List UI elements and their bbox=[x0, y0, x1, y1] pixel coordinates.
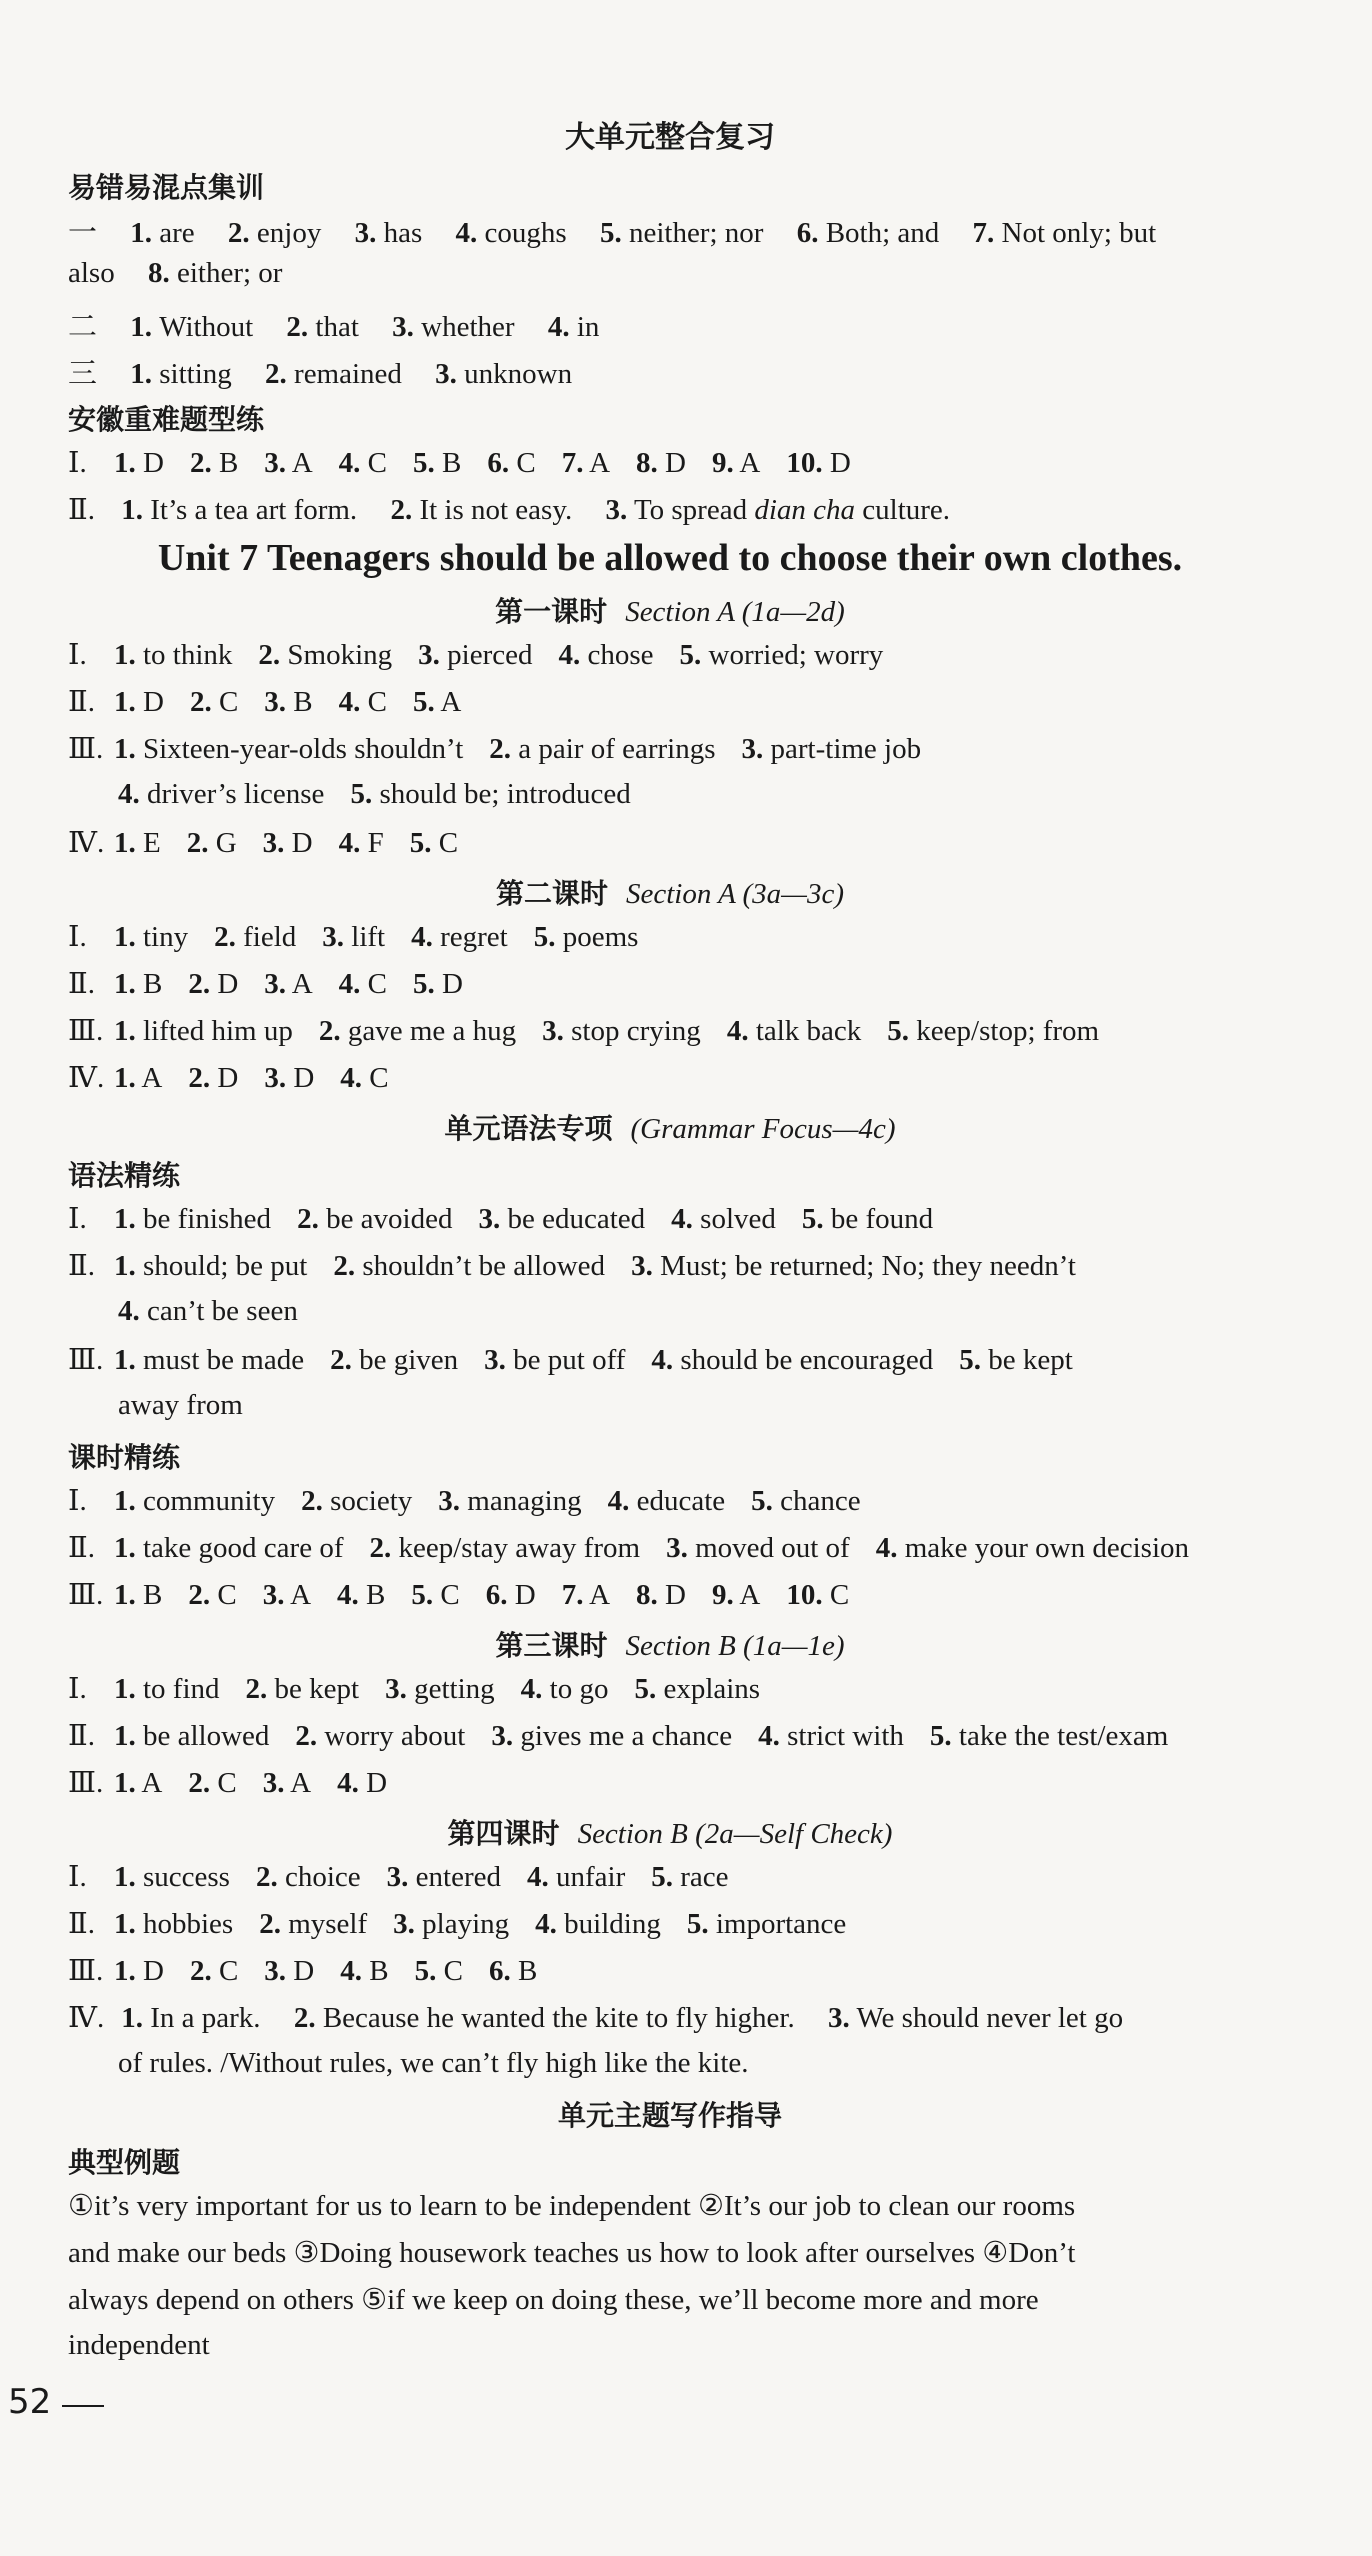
item-number: 1. bbox=[114, 1579, 136, 1611]
item-number: 3. bbox=[393, 1908, 415, 1940]
row-marker: Ⅲ. bbox=[68, 733, 104, 765]
answer-value: C bbox=[218, 1955, 239, 1987]
row-marker: Ⅰ. bbox=[68, 1673, 87, 1705]
item-number: 4. bbox=[607, 1485, 630, 1517]
item-number: 1. bbox=[114, 1767, 136, 1799]
answer-value: choice bbox=[284, 1861, 361, 1893]
row-marker: Ⅱ. bbox=[68, 1532, 95, 1564]
item-number: 2. bbox=[301, 1485, 323, 1517]
answer-value: B bbox=[517, 1955, 538, 1987]
answer-value: building bbox=[564, 1908, 661, 1940]
answer-value: be put off bbox=[513, 1344, 626, 1376]
item-number: 2. bbox=[318, 1015, 341, 1047]
row-marker: Ⅱ. bbox=[68, 968, 95, 1000]
answer-value: C bbox=[440, 1579, 460, 1611]
answer-value: poems bbox=[562, 921, 639, 953]
answer-value: D bbox=[293, 1955, 315, 1987]
answer-value: D bbox=[514, 1579, 536, 1611]
unit-title: Unit 7 Teenagers should be allowed to choose their own clothes. bbox=[157, 537, 1183, 579]
item-number: 9. bbox=[712, 1579, 734, 1611]
item-number: 6. bbox=[487, 447, 510, 479]
row-marker: Ⅰ. bbox=[68, 639, 87, 671]
item-number: 1. bbox=[114, 447, 136, 479]
row-marker: Ⅲ. bbox=[68, 1015, 104, 1047]
answer-value: G bbox=[215, 827, 237, 859]
item-number: 5. bbox=[801, 1203, 824, 1235]
review-section-3: 三 1. sitting 2. remained 3. unknown bbox=[68, 356, 573, 390]
row-marker: Ⅰ. bbox=[68, 1485, 87, 1517]
row-marker: Ⅲ. bbox=[68, 1344, 104, 1376]
item-number: 1. bbox=[114, 1955, 136, 1987]
item-number: 4. bbox=[535, 1908, 557, 1940]
answer-value: part-time job bbox=[770, 733, 922, 765]
item-number: 1. bbox=[114, 1344, 136, 1376]
item-number: 4. bbox=[758, 1720, 780, 1752]
answer-value: managing bbox=[467, 1485, 582, 1517]
review-section-1-line-1: 一 1. are 2. enjoy 3. has 4. coughs 5. neither; nor 6. Both; and 7. Not only; but bbox=[68, 215, 1157, 249]
item-number: 2. bbox=[188, 968, 211, 1000]
item-number: 1. bbox=[114, 1203, 136, 1235]
item-number: 2. bbox=[259, 1908, 281, 1940]
lesson-practice-row-2 bbox=[68, 1530, 1268, 1565]
item-number: 4. bbox=[726, 1015, 749, 1047]
answer-value: race bbox=[680, 1861, 729, 1893]
grammar-subheading-lesson: 课时精练 bbox=[68, 1441, 181, 1474]
answer-value: make your own decision bbox=[904, 1532, 1190, 1564]
item-number: 2. bbox=[186, 827, 209, 859]
answer-value: tiny bbox=[143, 921, 189, 953]
answer-value: society bbox=[330, 1485, 413, 1517]
writing-line-4: independent bbox=[68, 2329, 210, 2361]
item-number: 4. bbox=[338, 686, 361, 718]
row-marker: Ⅱ. bbox=[68, 686, 95, 718]
answer-value: D bbox=[366, 1767, 388, 1799]
answer-value: A bbox=[291, 968, 313, 1000]
item-number: 4. bbox=[520, 1673, 543, 1705]
item-number: 3. bbox=[741, 733, 764, 765]
item-number: 3. bbox=[484, 1344, 506, 1376]
item-number: 3. bbox=[385, 1673, 407, 1705]
item-number: 5. bbox=[679, 639, 702, 671]
answer-value: be kept bbox=[274, 1673, 360, 1705]
item-number: 1. bbox=[114, 639, 136, 671]
answer-value: A bbox=[589, 1579, 611, 1611]
answer-value: entered bbox=[415, 1861, 501, 1893]
writing-subheading: 典型例题 bbox=[68, 2146, 181, 2179]
answer-value: community bbox=[143, 1485, 276, 1517]
item-number: 2. bbox=[258, 639, 281, 671]
item-number: 3. bbox=[542, 1015, 564, 1047]
answer-value: B bbox=[442, 447, 462, 479]
answer-value: A bbox=[739, 447, 761, 479]
item-number: 3. bbox=[264, 686, 287, 718]
answer-value: D bbox=[217, 968, 239, 1000]
answer-value: A bbox=[739, 1579, 761, 1611]
answer-value: D bbox=[143, 447, 164, 479]
item-number: 5. bbox=[409, 827, 432, 859]
item-number: 2. bbox=[255, 1861, 278, 1893]
item-number: 3. bbox=[264, 447, 287, 479]
answer-value: D bbox=[217, 1062, 239, 1094]
answer-value: B bbox=[293, 686, 313, 718]
lesson-1-row-1 bbox=[68, 637, 1268, 672]
answer-value: educate bbox=[636, 1485, 726, 1517]
row-marker: Ⅳ. bbox=[68, 1062, 105, 1094]
row-marker: Ⅳ. bbox=[68, 827, 105, 859]
answer-value: should; be put bbox=[143, 1250, 308, 1282]
review-subheading-anhui: 安徽重难题型练 bbox=[68, 403, 265, 436]
answer-value: shouldn’t be allowed bbox=[362, 1250, 606, 1282]
writing-line-2: and make our beds ③Doing housework teaches us how to look after ourselves ④Don’t bbox=[68, 2237, 1076, 2269]
answer-value: be finished bbox=[143, 1203, 272, 1235]
row-marker: Ⅱ. bbox=[68, 1720, 95, 1752]
item-number: 4. bbox=[340, 1062, 363, 1094]
answer-value: stop crying bbox=[571, 1015, 701, 1047]
item-number: 5. bbox=[686, 1908, 709, 1940]
row-marker: Ⅰ. bbox=[68, 1861, 87, 1893]
answer-value: a pair of earrings bbox=[518, 733, 716, 765]
lesson-3-row-3 bbox=[68, 1765, 1268, 1800]
answer-value: solved bbox=[700, 1203, 776, 1235]
lesson-3-row-2 bbox=[68, 1718, 1268, 1753]
item-number: 5. bbox=[959, 1344, 981, 1376]
answer-value: strict with bbox=[787, 1720, 904, 1752]
answer-value: myself bbox=[288, 1908, 368, 1940]
lesson-practice-row-3 bbox=[68, 1577, 1268, 1612]
review-subheading-errors: 易错易混点集训 bbox=[68, 171, 265, 204]
answer-value: lift bbox=[351, 921, 386, 953]
answer-value: A bbox=[290, 1579, 312, 1611]
answer-value: Smoking bbox=[287, 639, 393, 671]
review-anhui-row-2: Ⅱ. 1. It’s a tea art form. 2. It is not easy. 3. To spread dian cha culture. bbox=[68, 494, 951, 526]
lesson-1-row-3-cont bbox=[118, 778, 1318, 811]
item-number: 5. bbox=[411, 1579, 434, 1611]
answer-value: chance bbox=[780, 1485, 861, 1517]
item-number: 4. bbox=[337, 1579, 359, 1611]
answer-value: E bbox=[143, 827, 161, 859]
item-number: 2. bbox=[369, 1532, 392, 1564]
answer-value: to find bbox=[143, 1673, 220, 1705]
review-title: 大单元整合复习 bbox=[565, 120, 775, 155]
answer-value: be avoided bbox=[326, 1203, 453, 1235]
item-number: 5. bbox=[887, 1015, 910, 1047]
item-number: 4. bbox=[875, 1532, 898, 1564]
item-number: 1. bbox=[114, 1908, 136, 1940]
item-number: 2. bbox=[333, 1250, 356, 1282]
writing-line-3: always depend on others ⑤if we keep on doing these, we’ll become more and more bbox=[68, 2284, 1039, 2316]
item-number: 1. bbox=[114, 1485, 136, 1517]
answer-value: F bbox=[367, 827, 384, 859]
answer-value: be educated bbox=[507, 1203, 646, 1235]
answer-value: pierced bbox=[447, 639, 533, 671]
answer-value: C bbox=[217, 1767, 237, 1799]
row-marker: Ⅲ. bbox=[68, 1955, 104, 1987]
item-number: 2. bbox=[214, 921, 236, 953]
item-number: 3. bbox=[322, 921, 345, 953]
item-number: 1. bbox=[114, 733, 136, 765]
item-number: 4. bbox=[338, 447, 361, 479]
item-number: 4. bbox=[527, 1861, 549, 1893]
item-number: 2. bbox=[295, 1720, 318, 1752]
answer-value: D bbox=[293, 1062, 315, 1094]
answer-value: D bbox=[442, 968, 463, 1000]
lesson-1-row-3 bbox=[68, 731, 1268, 766]
item-number: 4. bbox=[338, 968, 361, 1000]
lesson-1-row-4 bbox=[68, 825, 1268, 860]
item-number: 1. bbox=[114, 1720, 136, 1752]
item-number: 5. bbox=[412, 686, 435, 718]
answer-value: driver’s license bbox=[147, 778, 325, 810]
item-number: 3. bbox=[264, 1955, 287, 1987]
answer-value-cont: away from bbox=[118, 1389, 243, 1421]
lesson-4-row-2 bbox=[68, 1906, 1268, 1941]
item-number: 2. bbox=[297, 1203, 319, 1235]
item-number: 1. bbox=[114, 686, 136, 718]
lesson-practice-row-1 bbox=[68, 1483, 1268, 1518]
answer-value: Sixteen-year-olds shouldn’t bbox=[143, 733, 464, 765]
answer-value: C bbox=[443, 1955, 463, 1987]
answer-value: A bbox=[440, 686, 462, 718]
lesson-2-row-2 bbox=[68, 966, 1268, 1001]
item-number: 2. bbox=[188, 1579, 211, 1611]
answer-value: D bbox=[829, 447, 851, 479]
item-number: 3. bbox=[264, 1062, 287, 1094]
item-number: 1. bbox=[114, 1062, 136, 1094]
item-number: 8. bbox=[636, 447, 658, 479]
answer-value: D bbox=[143, 1955, 164, 1987]
item-number: 2. bbox=[245, 1673, 268, 1705]
item-number: 2. bbox=[189, 1955, 212, 1987]
item-number: 4. bbox=[337, 1767, 359, 1799]
row-marker: Ⅲ. bbox=[68, 1767, 104, 1799]
lesson-2-row-4 bbox=[68, 1060, 1268, 1095]
item-number: 1. bbox=[114, 1861, 136, 1893]
answer-value: unfair bbox=[556, 1861, 626, 1893]
lesson-4-row-3 bbox=[68, 1953, 1268, 1988]
answer-value: explains bbox=[663, 1673, 761, 1705]
answer-value: be found bbox=[830, 1203, 934, 1235]
item-number: 5. bbox=[413, 447, 435, 479]
answer-value: regret bbox=[440, 921, 508, 953]
answer-value: C bbox=[367, 686, 387, 718]
answer-value: Must; be returned; No; they needn’t bbox=[660, 1250, 1076, 1282]
grammar-header: 单元语法专项 (Grammar Focus—4c) bbox=[444, 1112, 896, 1145]
lesson-3-row-1 bbox=[68, 1671, 1268, 1706]
writing-title: 单元主题写作指导 bbox=[557, 2099, 782, 2132]
answer-value: success bbox=[143, 1861, 230, 1893]
answer-value: chose bbox=[587, 639, 654, 671]
answer-value: B bbox=[143, 1579, 163, 1611]
grammar-row-3-cont bbox=[118, 1389, 1318, 1422]
answer-value: B bbox=[366, 1579, 386, 1611]
answer-value: should be; introduced bbox=[379, 778, 631, 810]
item-number: 7. bbox=[561, 447, 584, 479]
item-number: 1. bbox=[114, 1532, 136, 1564]
item-number: 6. bbox=[485, 1579, 508, 1611]
item-number: 3. bbox=[264, 968, 287, 1000]
row-marker: Ⅰ. bbox=[68, 921, 87, 953]
lesson-4-row-4-cont: of rules. /Without rules, we can’t fly high like the kite. bbox=[118, 2047, 749, 2079]
answer-value: B bbox=[369, 1955, 389, 1987]
lesson-1-header: 第一课时 Section A (1a—2d) bbox=[495, 595, 845, 628]
review-section-2: 二 1. Without 2. that 3. whether 4. in bbox=[68, 309, 600, 343]
item-number: 4. bbox=[118, 778, 140, 810]
answer-value: D bbox=[665, 1579, 686, 1611]
answer-value: worried; worry bbox=[708, 639, 884, 671]
item-number: 5. bbox=[929, 1720, 952, 1752]
answer-value: can’t be seen bbox=[147, 1295, 298, 1327]
item-number: 4. bbox=[411, 921, 433, 953]
writing-line-1: ①it’s very important for us to learn to be independent ②It’s our job to clean our rooms bbox=[68, 2190, 1076, 2222]
item-number: 5. bbox=[634, 1673, 657, 1705]
grammar-row-1 bbox=[68, 1201, 1268, 1236]
answer-value: A bbox=[290, 1767, 312, 1799]
answer-value: be given bbox=[359, 1344, 459, 1376]
answer-value: moved out of bbox=[695, 1532, 850, 1564]
item-number: 2. bbox=[189, 686, 212, 718]
item-number: 7. bbox=[561, 1579, 584, 1611]
answer-value: keep/stop; from bbox=[916, 1015, 1100, 1047]
item-number: 5. bbox=[413, 968, 435, 1000]
answer-value: C bbox=[829, 1579, 850, 1611]
item-number: 4. bbox=[118, 1295, 140, 1327]
answer-value: talk back bbox=[755, 1015, 862, 1047]
answer-value: be kept bbox=[988, 1344, 1073, 1376]
row-marker: Ⅱ. bbox=[68, 1908, 95, 1940]
item-number: 1. bbox=[114, 1250, 136, 1282]
item-number: 2. bbox=[330, 1344, 352, 1376]
item-number: 2. bbox=[489, 733, 511, 765]
item-number: 1. bbox=[114, 1015, 136, 1047]
answer-value: A bbox=[589, 447, 611, 479]
answer-value: A bbox=[141, 1062, 163, 1094]
item-number: 5. bbox=[651, 1861, 673, 1893]
answer-value: gave me a hug bbox=[347, 1015, 517, 1047]
grammar-subheading-practice: 语法精练 bbox=[68, 1159, 181, 1192]
lesson-4-row-4: Ⅳ. 1. In a park. 2. Because he wanted the kite to fly higher. 3. We should never let go bbox=[68, 2002, 1124, 2034]
item-number: 2. bbox=[189, 447, 212, 479]
answer-value: A bbox=[291, 447, 313, 479]
item-number: 2. bbox=[188, 1062, 211, 1094]
answer-value: should be encouraged bbox=[680, 1344, 934, 1376]
page-number: 52 bbox=[8, 2382, 52, 2422]
item-number: 4. bbox=[338, 827, 361, 859]
answer-value: worry about bbox=[324, 1720, 466, 1752]
answer-value: getting bbox=[414, 1673, 495, 1705]
answer-value: keep/stay away from bbox=[398, 1532, 641, 1564]
answer-value: A bbox=[141, 1767, 163, 1799]
item-number: 1. bbox=[114, 827, 136, 859]
item-number: 1. bbox=[114, 921, 136, 953]
lesson-2-row-1 bbox=[68, 919, 1268, 954]
row-marker: Ⅲ. bbox=[68, 1579, 104, 1611]
item-number: 10. bbox=[786, 1579, 823, 1611]
item-number: 4. bbox=[651, 1344, 674, 1376]
item-number: 3. bbox=[262, 827, 285, 859]
review-section-1-line-2: also 8. either; or bbox=[68, 257, 283, 289]
answer-value: hobbies bbox=[143, 1908, 234, 1940]
item-number: 3. bbox=[386, 1861, 409, 1893]
review-anhui-row-1 bbox=[68, 445, 1268, 480]
item-number: 4. bbox=[558, 639, 581, 671]
item-number: 6. bbox=[488, 1955, 511, 1987]
item-number: 3. bbox=[262, 1767, 285, 1799]
row-marker: Ⅰ. bbox=[68, 447, 87, 479]
lesson-1-row-2 bbox=[68, 684, 1268, 719]
answer-value: C bbox=[369, 1062, 389, 1094]
row-marker: Ⅰ. bbox=[68, 1203, 87, 1235]
answer-value: field bbox=[243, 921, 297, 953]
answer-value: C bbox=[438, 827, 459, 859]
answer-value: lifted him up bbox=[143, 1015, 293, 1047]
lesson-4-row-1 bbox=[68, 1859, 1268, 1894]
answer-value: C bbox=[367, 968, 387, 1000]
answer-value: C bbox=[516, 447, 536, 479]
grammar-row-2 bbox=[68, 1248, 1268, 1283]
item-number: 5. bbox=[533, 921, 556, 953]
item-number: 10. bbox=[786, 447, 823, 479]
answer-value: B bbox=[218, 447, 239, 479]
answer-value: take good care of bbox=[143, 1532, 344, 1564]
item-number: 5. bbox=[751, 1485, 773, 1517]
answer-value: to think bbox=[143, 639, 233, 671]
lesson-3-header: 第三课时 Section B (1a—1e) bbox=[495, 1629, 845, 1662]
answer-value: importance bbox=[715, 1908, 847, 1940]
grammar-row-3 bbox=[68, 1342, 1268, 1377]
item-number: 4. bbox=[671, 1203, 693, 1235]
answer-value: D bbox=[291, 827, 313, 859]
item-number: 5. bbox=[350, 778, 373, 810]
lesson-4-header: 第四课时 Section B (2a—Self Check) bbox=[447, 1817, 893, 1850]
answer-value: must be made bbox=[143, 1344, 305, 1376]
answer-value: D bbox=[665, 447, 686, 479]
lesson-2-row-3 bbox=[68, 1013, 1268, 1048]
page-number-dash bbox=[62, 2405, 104, 2407]
answer-value: gives me a chance bbox=[520, 1720, 733, 1752]
item-number: 3. bbox=[262, 1579, 285, 1611]
answer-value: C bbox=[217, 1579, 237, 1611]
row-marker: Ⅱ. bbox=[68, 1250, 95, 1282]
answer-value: playing bbox=[422, 1908, 510, 1940]
item-number: 1. bbox=[114, 968, 136, 1000]
item-number: 9. bbox=[712, 447, 734, 479]
answer-value: B bbox=[143, 968, 163, 1000]
answer-value: C bbox=[367, 447, 387, 479]
item-number: 8. bbox=[636, 1579, 658, 1611]
item-number: 3. bbox=[631, 1250, 653, 1282]
item-number: 3. bbox=[438, 1485, 461, 1517]
item-number: 3. bbox=[666, 1532, 688, 1564]
answer-value: C bbox=[218, 686, 239, 718]
item-number: 4. bbox=[340, 1955, 362, 1987]
answer-value: be allowed bbox=[143, 1720, 270, 1752]
item-number: 5. bbox=[414, 1955, 437, 1987]
item-number: 2. bbox=[188, 1767, 211, 1799]
grammar-row-2-cont bbox=[118, 1295, 1318, 1328]
item-number: 3. bbox=[418, 639, 440, 671]
item-number: 3. bbox=[478, 1203, 501, 1235]
item-number: 3. bbox=[491, 1720, 514, 1752]
answer-value: take the test/exam bbox=[958, 1720, 1169, 1752]
answer-value: to go bbox=[549, 1673, 609, 1705]
answer-value: D bbox=[143, 686, 164, 718]
lesson-2-header: 第二课时 Section A (3a—3c) bbox=[495, 877, 844, 910]
item-number: 1. bbox=[114, 1673, 136, 1705]
